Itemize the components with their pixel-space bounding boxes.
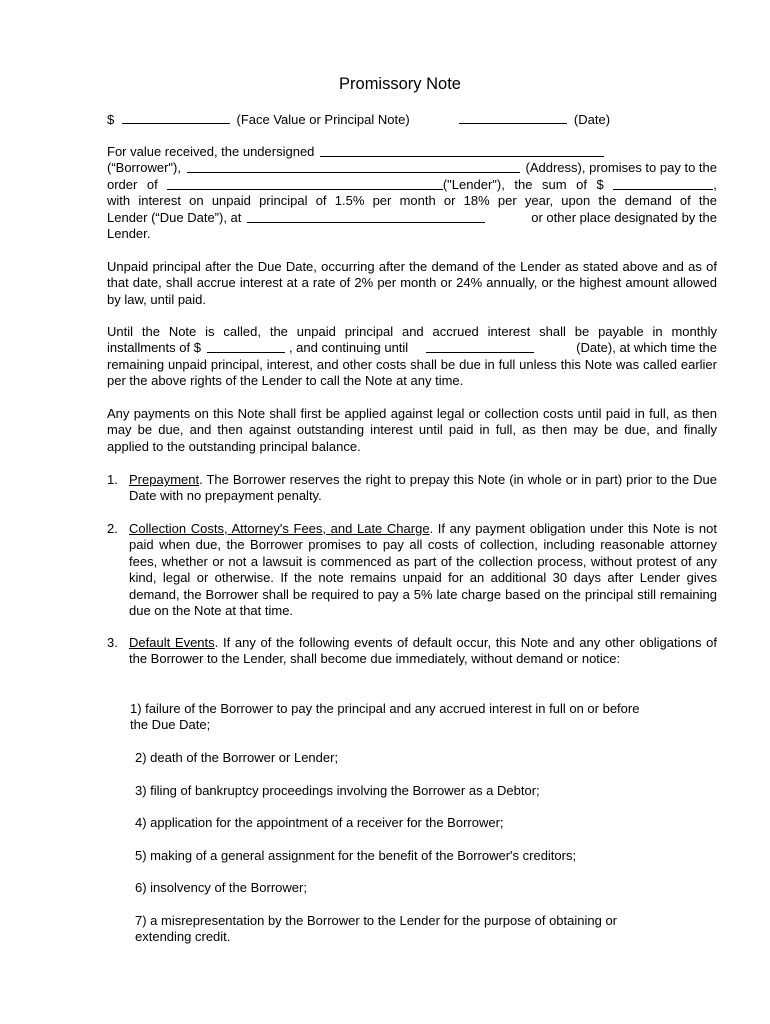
item-heading: Collection Costs, Attorney's Fees, and Late Charge	[129, 521, 430, 536]
address-blank[interactable]	[187, 160, 520, 173]
text: ("Lender"),	[442, 176, 505, 192]
item-number: 2.	[107, 521, 118, 536]
dollar-sign: $	[107, 112, 115, 127]
text: Until the Note is called, the unpaid principal and accrued interest shall be payable in monthly	[107, 324, 717, 339]
item-number: 3.	[107, 635, 118, 650]
item-collection-costs	[107, 521, 717, 619]
item-default-events	[107, 635, 717, 668]
text: For value received, the undersigned	[107, 144, 315, 159]
item-heading: Default Events	[129, 635, 215, 650]
text: (“Borrower"),	[107, 160, 181, 176]
text: with interest on unpaid principal of 1.5% per month or 18% per year, upon the demand of the	[107, 193, 717, 209]
text: of	[146, 176, 158, 192]
text: Lender (“Due Date”), at	[107, 209, 242, 225]
text: ,	[713, 176, 717, 192]
default-item-7: 7) a misrepresentation by the Borrower to the Lender for the purpose of obtaining or extending credit.	[135, 913, 618, 945]
lender-name-blank[interactable]	[167, 177, 443, 190]
default-item-6: 6) insolvency of the Borrower;	[135, 880, 307, 895]
date-label: (Date)	[573, 112, 611, 127]
item-prepayment	[107, 472, 717, 505]
paragraph-borrower	[107, 144, 717, 242]
sum-blank[interactable]	[613, 177, 713, 190]
default-item-2: 2) death of the Borrower or Lender;	[135, 750, 339, 765]
paragraph-payments: Any payments on this Note shall first be applied against legal or collection costs until paid in full, as then may be due, and then against outstanding interest until paid in full, as then may be due, and finally applied to the outstanding principal balance.	[107, 406, 717, 454]
until-date-blank[interactable]	[426, 340, 534, 353]
item-text: . The Borrower reserves the right to prepay this Note (in whole or in part) prior to the Due Date with no prepayment penalty.	[129, 472, 717, 504]
default-item-5: 5) making of a general assignment for the benefit of the Borrower's creditors;	[135, 848, 577, 863]
text: the	[514, 176, 533, 192]
date-blank[interactable]	[459, 111, 567, 124]
text: Lender.	[107, 226, 151, 242]
text: of	[576, 176, 587, 192]
item-number: 1.	[107, 472, 118, 487]
text: remaining unpaid principal, interest, and other costs shall be due in full unless this Note was called earlier per the above rights of the Lender to call the Note at any time.	[107, 356, 717, 389]
installment-blank[interactable]	[207, 340, 285, 353]
text: sum	[542, 176, 567, 192]
text: (Date), at which time the	[576, 340, 717, 356]
face-value-label: (Face Value or Principal Note)	[236, 112, 410, 127]
document-title: Promissory Note	[339, 75, 461, 93]
paragraph-installments	[107, 324, 717, 390]
text: or other place designated by the	[531, 209, 717, 225]
default-item-3: 3) filing of bankruptcy proceedings involving the Borrower as a Debtor;	[135, 783, 540, 798]
paragraph-unpaid-principal: Unpaid principal after the Due Date, occurring after the demand of the Lender as stated above and as of that date, shall accrue interest at a rate of 2% per month or 24% annually, or the highest amount allowed by law, until paid.	[107, 259, 717, 307]
header-line	[107, 111, 717, 128]
default-item-1: 1) failure of the Borrower to pay the principal and any accrued interest in full on or before the Due Date;	[130, 701, 640, 733]
default-item-4: 4) application for the appointment of a receiver for the Borrower;	[135, 815, 504, 830]
item-text: . If any of the following events of default occur, this Note and any other obligations of the Borrower to the Lender, shall become due immediately, without demand or notice:	[129, 635, 717, 667]
item-text: . If any payment obligation under this Note is not paid when due, the Borrower promises to pay all costs of collection, including reasonable attorney fees, whether or not a lawsuit is commenced as part of the collection process, without protest of any kind, legal or otherwise. If the note remains unpaid for an additional 30 days after Lender gives demand, the Borrower shall be required to pay a 5% late charge based on the principal still remaining due on the Note at that time.	[129, 521, 717, 619]
text: $	[596, 176, 604, 192]
text: (Address), promises to pay to the	[525, 160, 717, 176]
face-value-blank[interactable]	[122, 111, 230, 124]
place-blank[interactable]	[247, 210, 485, 223]
borrower-name-blank[interactable]	[320, 144, 604, 157]
text: , and continuing until	[288, 340, 409, 356]
text: order	[107, 176, 138, 192]
item-heading: Prepayment	[129, 472, 200, 487]
text: installments of $	[107, 340, 201, 356]
